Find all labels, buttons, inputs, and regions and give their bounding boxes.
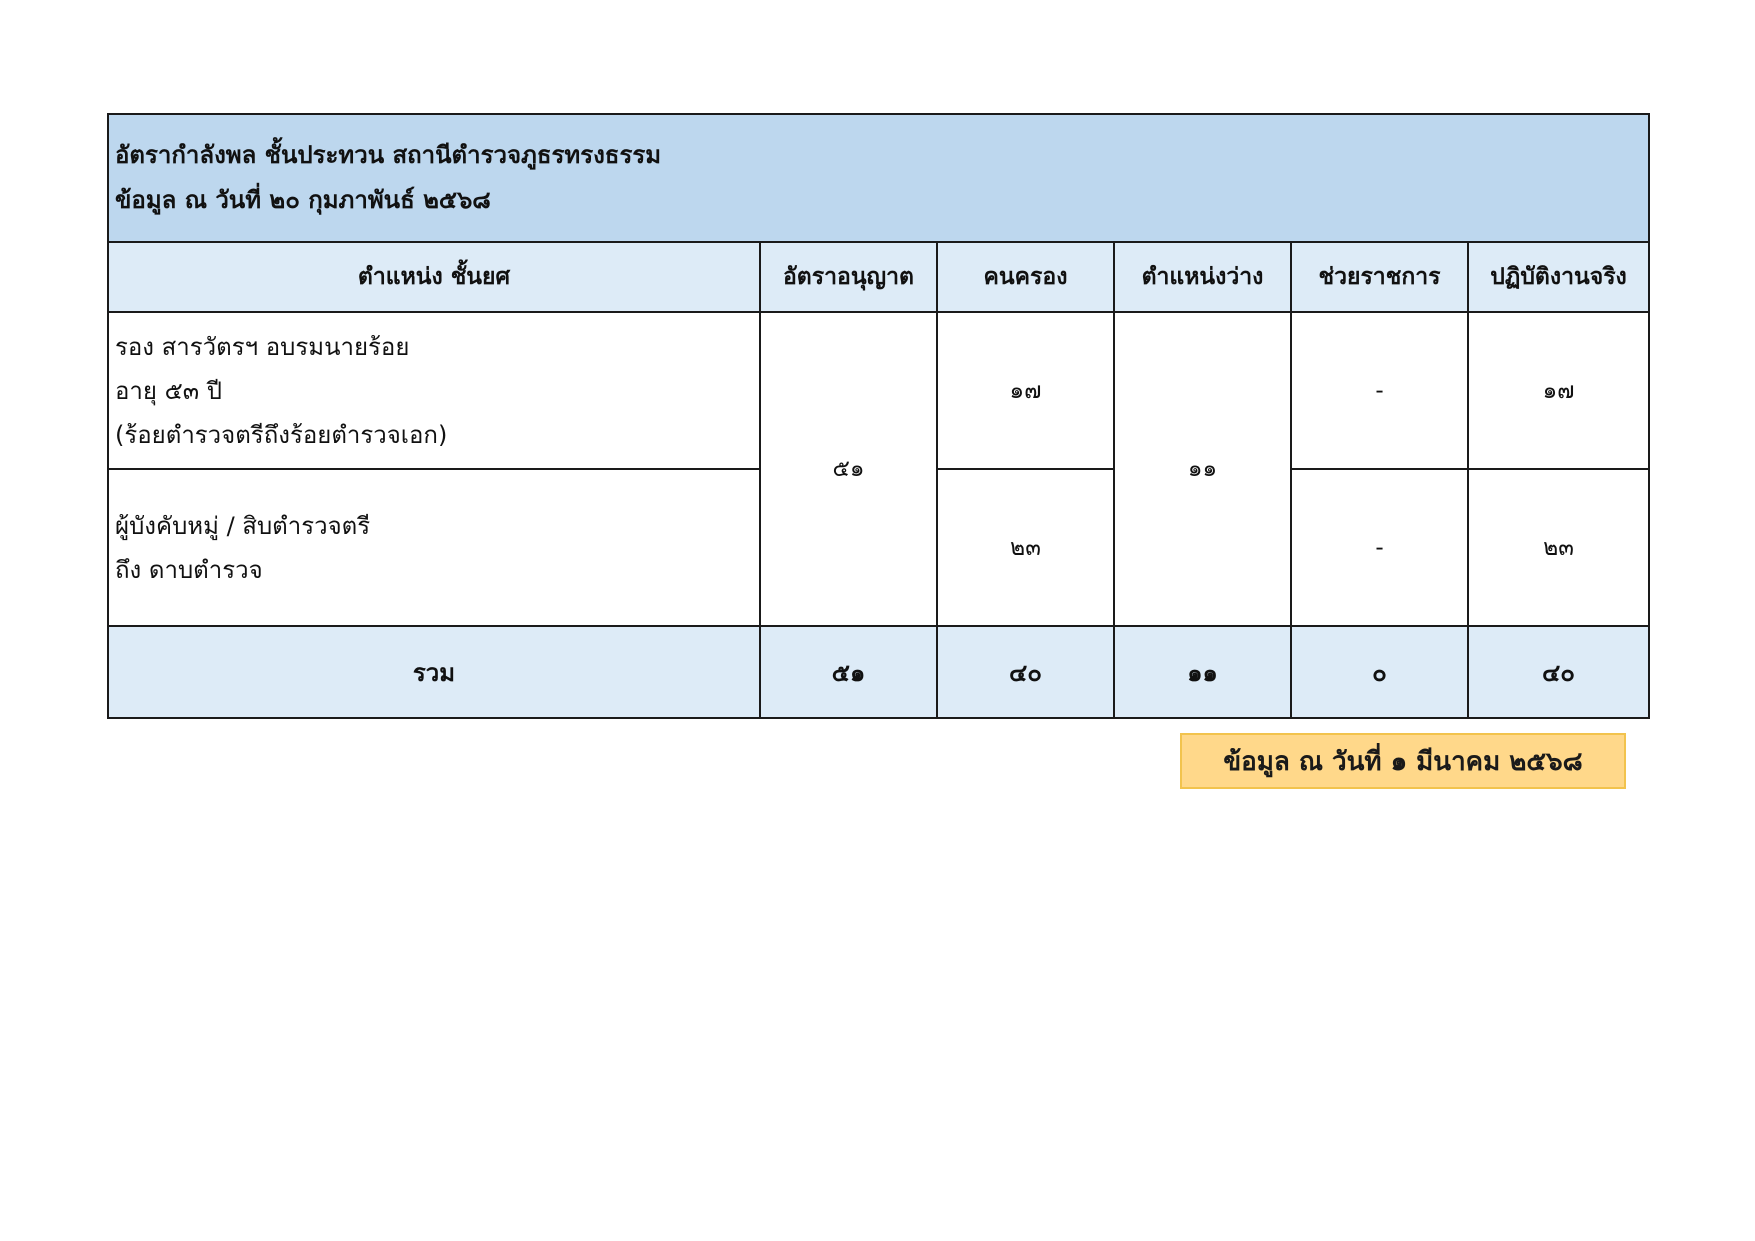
header-vacant: ตำแหน่งว่าง <box>1114 242 1291 312</box>
table-row <box>108 312 1649 469</box>
occupied-cell: ๒๓ <box>937 469 1114 626</box>
position-line: (ร้อยตำรวจตรีถึงร้อยตำรวจเอก) <box>115 420 448 449</box>
assisting-cell: - <box>1291 469 1468 626</box>
total-label: รวม <box>108 626 760 718</box>
actual-cell: ๒๓ <box>1468 469 1649 626</box>
staffing-table <box>107 113 1650 719</box>
title-row <box>108 114 1649 242</box>
header-actual: ปฏิบัติงานจริง <box>1468 242 1649 312</box>
header-authorized: อัตราอนุญาต <box>760 242 937 312</box>
data-date-stamp: ข้อมูล ณ วันที่ ๑ มีนาคม ๒๕๖๘ <box>1180 733 1626 789</box>
total-actual: ๔๐ <box>1468 626 1649 718</box>
position-cell <box>108 312 760 469</box>
staffing-sheet <box>107 113 1648 719</box>
table-title: อัตรากำลังพล ชั้นประทวน สถานีตำรวจภูธรทรงธรรม <box>115 141 662 169</box>
occupied-cell: ๑๗ <box>937 312 1114 469</box>
actual-cell: ๑๗ <box>1468 312 1649 469</box>
as-of-date: ข้อมูล ณ วันที่ ๒๐ กุมภาพันธ์ ๒๕๖๘ <box>115 186 491 214</box>
header-occupied: คนครอง <box>937 242 1114 312</box>
assisting-cell: - <box>1291 312 1468 469</box>
total-authorized: ๕๑ <box>760 626 937 718</box>
position-line: ผู้บังคับหมู่ / สิบตำรวจตรี <box>115 511 371 540</box>
total-row <box>108 626 1649 718</box>
total-vacant: ๑๑ <box>1114 626 1291 718</box>
position-cell <box>108 469 760 626</box>
authorized-cell: ๕๑ <box>760 312 937 626</box>
total-assisting: ๐ <box>1291 626 1468 718</box>
header-assisting: ช่วยราชการ <box>1291 242 1468 312</box>
vacant-cell: ๑๑ <box>1114 312 1291 626</box>
header-position: ตำแหน่ง ชั้นยศ <box>108 242 760 312</box>
total-occupied: ๔๐ <box>937 626 1114 718</box>
position-line: รอง สารวัตรฯ อบรมนายร้อย <box>115 332 410 361</box>
table-title-cell <box>108 114 1649 242</box>
position-line: ถึง ดาบตำรวจ <box>115 555 263 584</box>
header-row <box>108 242 1649 312</box>
position-line: อายุ ๕๓ ปี <box>115 376 223 405</box>
